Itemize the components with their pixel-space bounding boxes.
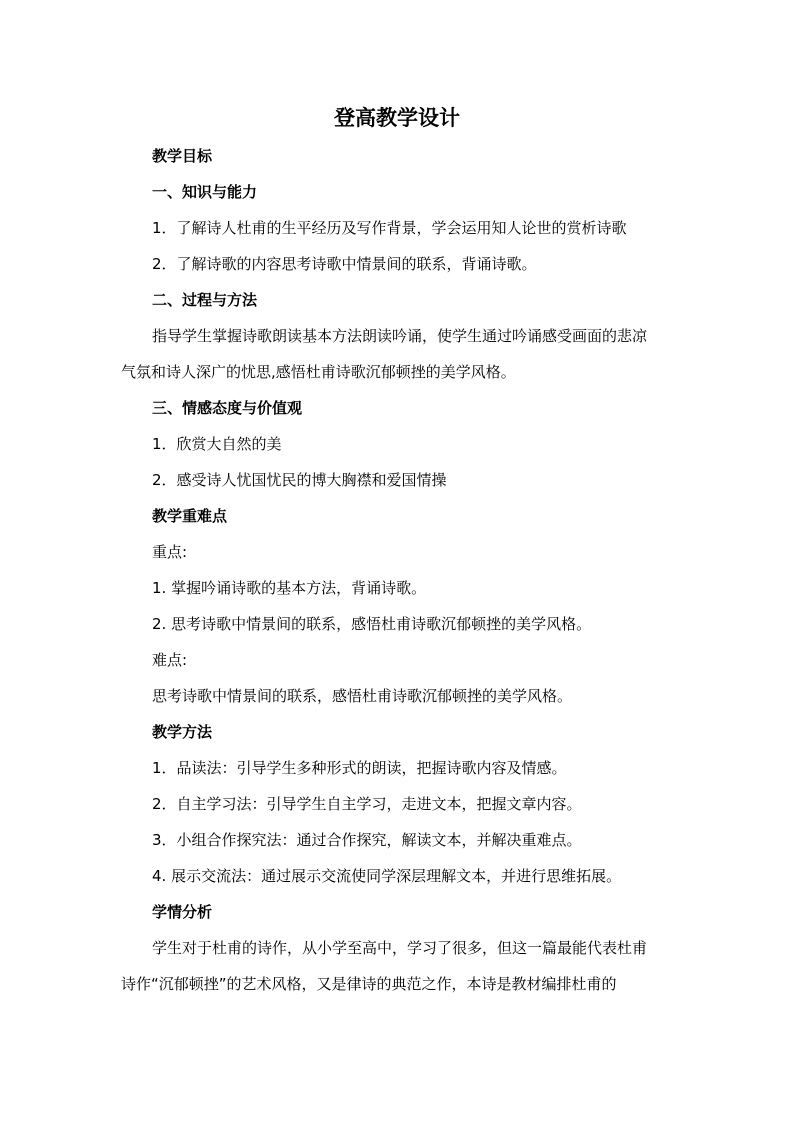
section-heading-methods: 教学方法 [152,723,213,741]
method-item-1: 1．品读法：引导学生多种形式的朗读，把握诗歌内容及情感。 [152,759,567,777]
subheading-emotion: 三、情感态度与价值观 [152,399,303,417]
process-paragraph-line-2: 气氛和诗人深广的忧思,感悟杜甫诗歌沉郁顿挫的美学风格。 [121,363,516,381]
section-heading-analysis: 学情分析 [152,903,213,921]
emotion-item-1: 1．欣赏大自然的美 [152,435,282,453]
emotion-item-2: 2．感受诗人忧国忧民的博大胸襟和爱国情操 [152,471,447,489]
difficulty-text: 思考诗歌中情景间的联系，感悟杜甫诗歌沉郁顿挫的美学风格。 [152,687,573,705]
section-heading-key-points: 教学重难点 [152,507,228,525]
method-item-4: 4. 展示交流法：通过展示交流使同学深层理解文本，并进行思维拓展。 [152,867,622,885]
key-item-2: 2. 思考诗歌中情景间的联系，感悟杜甫诗歌沉郁顿挫的美学风格。 [152,615,592,633]
section-heading-goals: 教学目标 [152,147,213,165]
knowledge-item-1: 1．了解诗人杜甫的生平经历及写作背景，学会运用知人论世的赏析诗歌 [152,219,627,237]
difficulty-label: 难点: [152,651,188,669]
key-label: 重点: [152,543,188,561]
key-item-1: 1. 掌握吟诵诗歌的基本方法，背诵诗歌。 [152,579,427,597]
document-title: 登高教学设计 [334,106,460,130]
analysis-paragraph-line-2: 诗作“沉郁顿挫”的艺术风格，又是律诗的典范之作，本诗是教材编排杜甫的 [121,975,617,993]
subheading-process: 二、过程与方法 [152,291,258,309]
method-item-2: 2．自主学习法：引导学生自主学习，走进文本，把握文章内容。 [152,795,582,813]
subheading-knowledge: 一、知识与能力 [152,183,258,201]
analysis-paragraph-line-1: 学生对于杜甫的诗作，从小学至高中，学习了很多，但这一篇最能代表杜甫 [152,939,648,957]
knowledge-item-2: 2．了解诗歌的内容思考诗歌中情景间的联系，背诵诗歌。 [152,255,537,273]
method-item-3: 3．小组合作探究法：通过合作探究，解读文本，并解决重难点。 [152,831,582,849]
process-paragraph-line-1: 指导学生掌握诗歌朗读基本方法朗读吟诵，使学生通过吟诵感受画面的悲凉 [152,327,648,345]
